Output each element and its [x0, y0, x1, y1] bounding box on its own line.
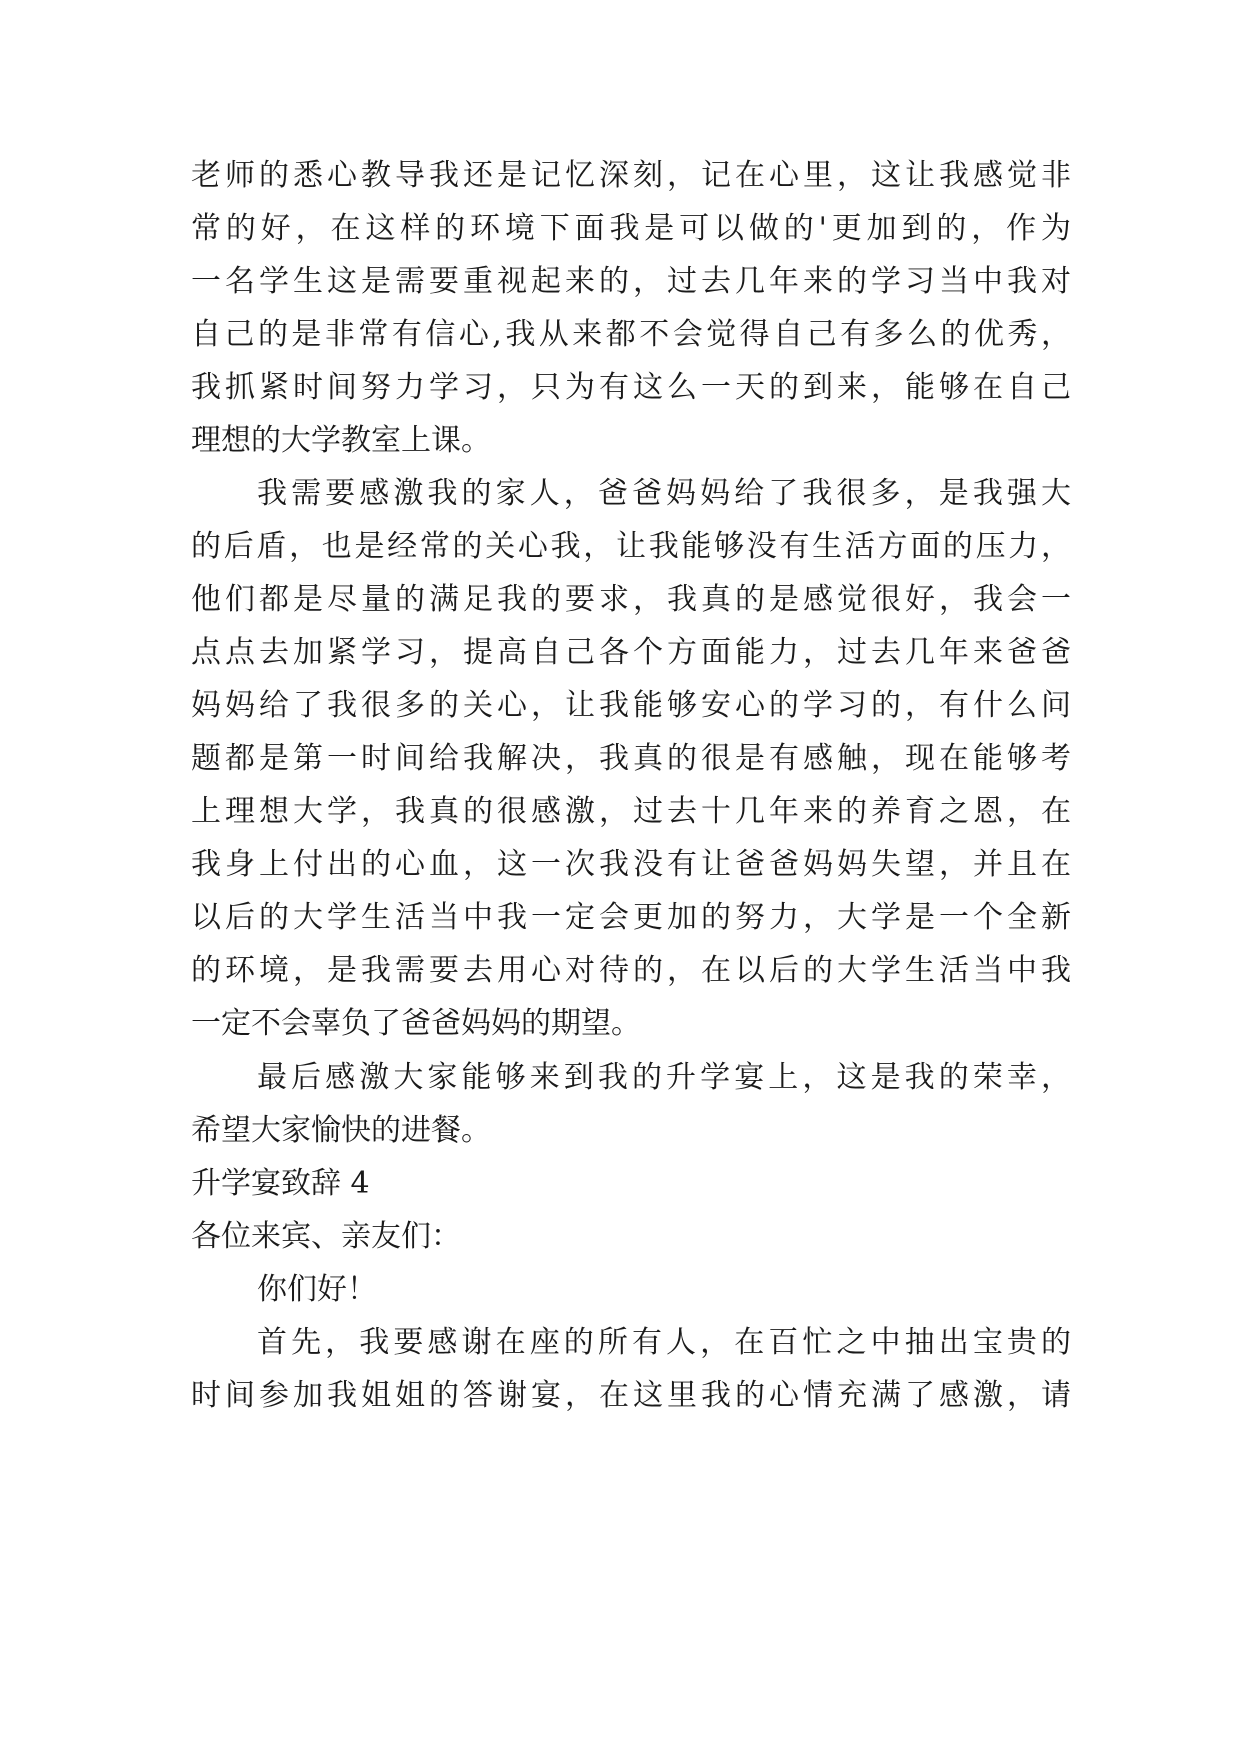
paragraph-1-line-4: 自己的是非常有信心,我从来都不会觉得自己有多么的优秀，: [191, 317, 1071, 352]
paragraph-1-line-5: 我抓紧时间努力学习，只为有这么一天的到来，能够在自己: [191, 370, 1071, 405]
paragraph-3-line-1: 最后感激大家能够来到我的升学宴上，这是我的荣幸，: [257, 1060, 1071, 1095]
greeting: 你们好！: [257, 1272, 377, 1307]
paragraph-1-line-3: 一名学生这是需要重视起来的，过去几年来的学习当中我对: [191, 264, 1071, 299]
paragraph-2-line-1: 我需要感激我的家人，爸爸妈妈给了我很多，是我强大: [257, 476, 1071, 511]
paragraph-2-line-5: 妈妈给了我很多的关心，让我能够安心的学习的，有什么问: [191, 688, 1071, 723]
salutation: 各位来宾、亲友们：: [191, 1219, 461, 1254]
paragraph-1-line-2: 常的好，在这样的环境下面我是可以做的'更加到的，作为: [191, 211, 1071, 246]
paragraph-1-line-1: 老师的悉心教导我还是记忆深刻，记在心里，这让我感觉非: [191, 158, 1071, 193]
paragraph-2-line-4: 点点去加紧学习，提高自己各个方面能力，过去几年来爸爸: [191, 635, 1071, 670]
paragraph-2-line-9: 以后的大学生活当中我一定会更加的努力，大学是一个全新: [191, 900, 1071, 935]
paragraph-2-line-11: 一定不会辜负了爸爸妈妈的期望。: [191, 1006, 641, 1041]
paragraph-2-line-10: 的环境，是我需要去用心对待的，在以后的大学生活当中我: [191, 953, 1071, 988]
closing-paragraph-line-2: 时间参加我姐姐的答谢宴，在这里我的心情充满了感激，请: [191, 1378, 1071, 1413]
paragraph-2-line-2: 的后盾，也是经常的关心我，让我能够没有生活方面的压力，: [191, 529, 1071, 564]
paragraph-3-line-2: 希望大家愉快的进餐。: [191, 1113, 491, 1148]
section-heading: 升学宴致辞 4: [191, 1166, 370, 1201]
paragraph-2-line-3: 他们都是尽量的满足我的要求，我真的是感觉很好，我会一: [191, 582, 1071, 617]
paragraph-2-line-8: 我身上付出的心血，这一次我没有让爸爸妈妈失望，并且在: [191, 847, 1071, 882]
paragraph-2-line-6: 题都是第一时间给我解决，我真的很是有感触，现在能够考: [191, 741, 1071, 776]
closing-paragraph-line-1: 首先，我要感谢在座的所有人，在百忙之中抽出宝贵的: [257, 1325, 1071, 1360]
paragraph-2-line-7: 上理想大学，我真的很感激，过去十几年来的养育之恩，在: [191, 794, 1071, 829]
paragraph-1-line-6: 理想的大学教室上课。: [191, 423, 491, 458]
